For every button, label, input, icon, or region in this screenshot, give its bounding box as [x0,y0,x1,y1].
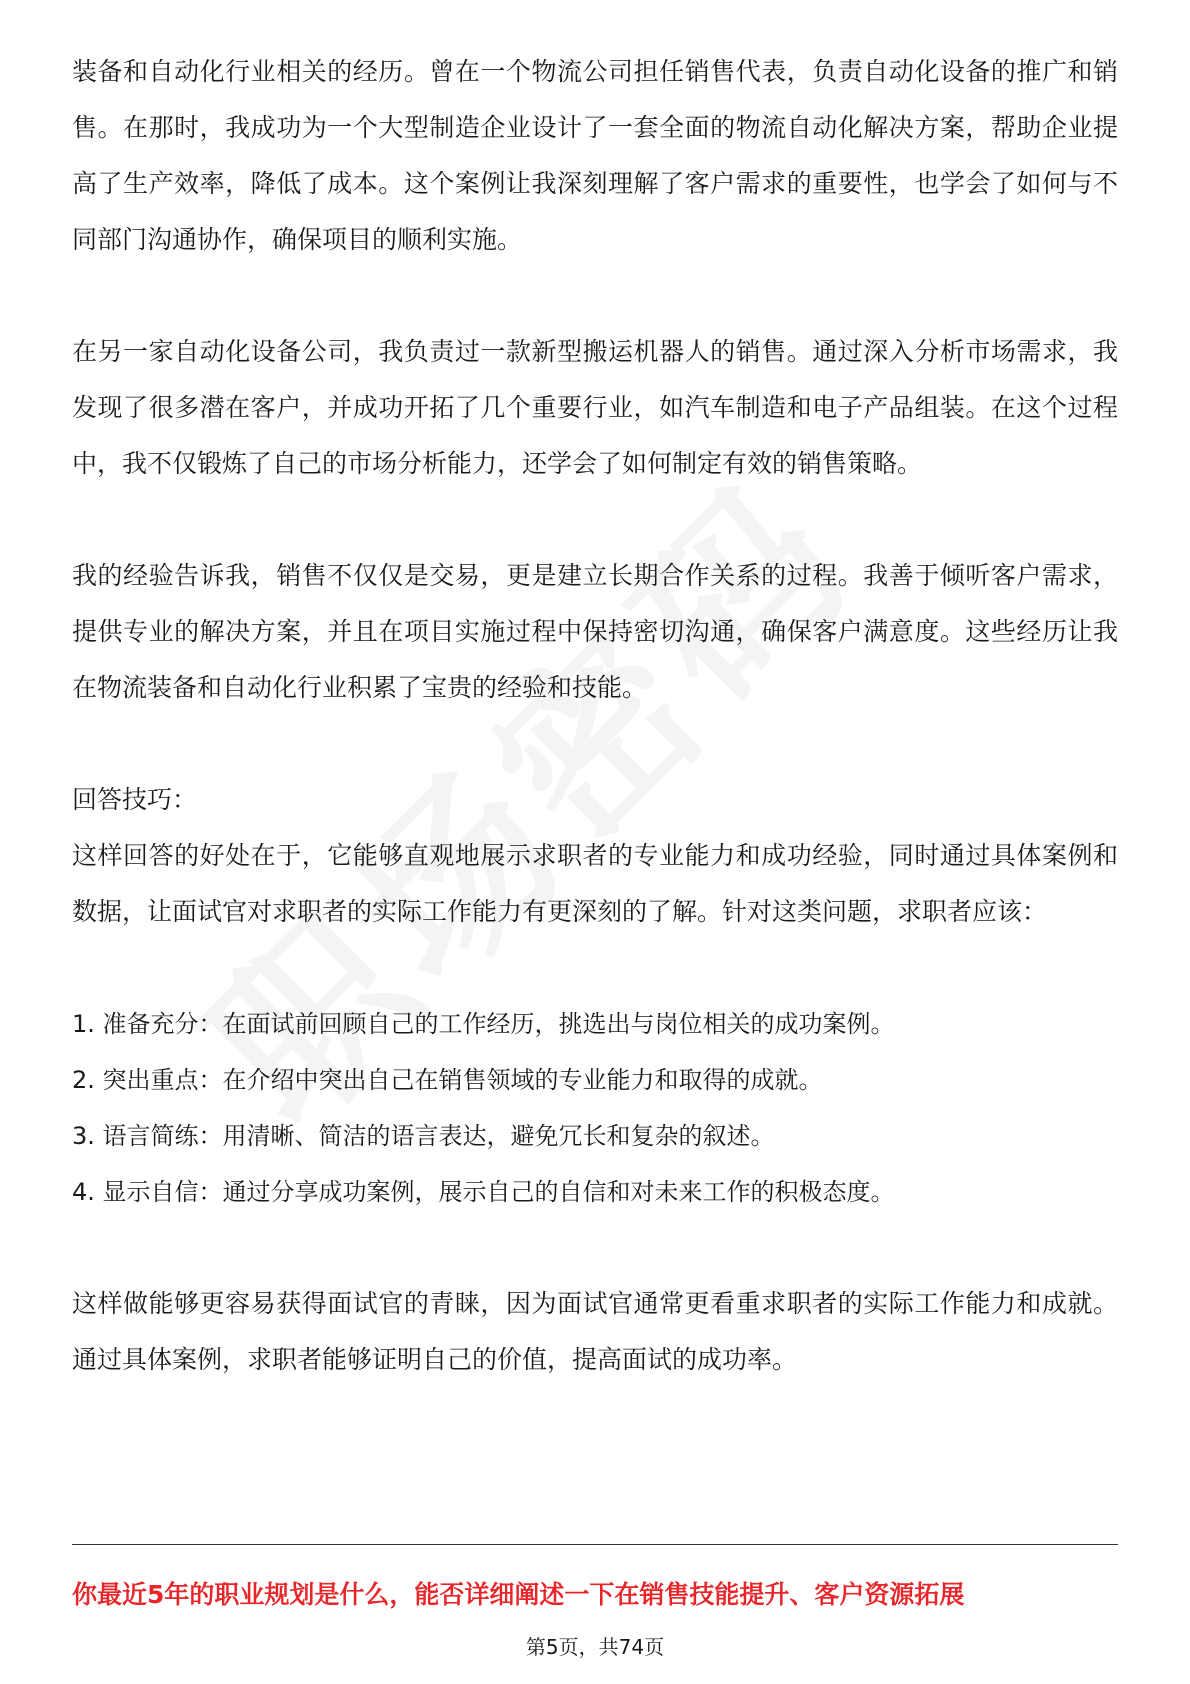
paragraph-spacer [72,716,1118,772]
tips-intro: 这样回答的好处在于，它能够直观地展示求职者的专业能力和成功经验，同时通过具体案例和数据，让面试官对求职者的实际工作能力有更深刻的了解。针对这类问题，求职者应该： [72,841,1118,926]
tips-list-item: 4. 显示自信：通过分享成功案例，展示自己的自信和对未来工作的积极态度。 [72,1178,895,1206]
paragraph-experience-logistics: 装备和自动化行业相关的经历。曾在一个物流公司担任销售代表，负责自动化设备的推广和销售。在那时，我成功为一个大型制造企业设计了一套全面的物流自动化解决方案，帮助企业提高了生产效率，降低了成本。这个案例让我深刻理解了客户需求的重要性，也学会了如何与不同部门沟通协作，确保项目的顺利实施。 [72,57,1118,254]
paragraph-spacer [72,940,1118,996]
page-number: 第5页，共74页 [525,1635,665,1659]
paragraph-spacer [72,1220,1118,1276]
footer-divider [72,1544,1118,1545]
tips-heading: 回答技巧： [72,785,198,814]
tips-conclusion: 这样做能够更容易获得面试官的青睐，因为面试官通常更看重求职者的实际工作能力和成就。通过具体案例，求职者能够证明自己的价值，提高面试的成功率。 [72,1289,1118,1374]
tips-list-item: 3. 语言简练：用清晰、简洁的语言表达，避免冗长和复杂的叙述。 [72,1122,775,1150]
paragraph-experience-robot: 在另一家自动化设备公司，我负责过一款新型搬运机器人的销售。通过深入分析市场需求，我发现了很多潜在客户，并成功开拓了几个重要行业，如汽车制造和电子产品组装。在这个过程中，我不仅锻炼了自己的市场分析能力，还学会了如何制定有效的销售策略。 [72,337,1118,478]
paragraph-spacer [72,492,1118,548]
paragraph-spacer [72,268,1118,324]
paragraph-experience-summary: 我的经验告诉我，销售不仅仅是交易，更是建立长期合作关系的过程。我善于倾听客户需求，提供专业的解决方案，并且在项目实施过程中保持密切沟通，确保客户满意度。这些经历让我在物流装备和自动化行业积累了宝贵的经验和技能。 [72,561,1118,702]
tips-list-item: 1. 准备充分：在面试前回顾自己的工作经历，挑选出与岗位相关的成功案例。 [72,1010,895,1038]
page-content [72,44,1118,1388]
next-question-heading: 你最近5年的职业规划是什么，能否详细阐述一下在销售技能提升、客户资源拓展 [72,1580,965,1609]
tips-list-item: 2. 突出重点：在介绍中突出自己在销售领域的专业能力和取得的成就。 [72,1066,823,1094]
